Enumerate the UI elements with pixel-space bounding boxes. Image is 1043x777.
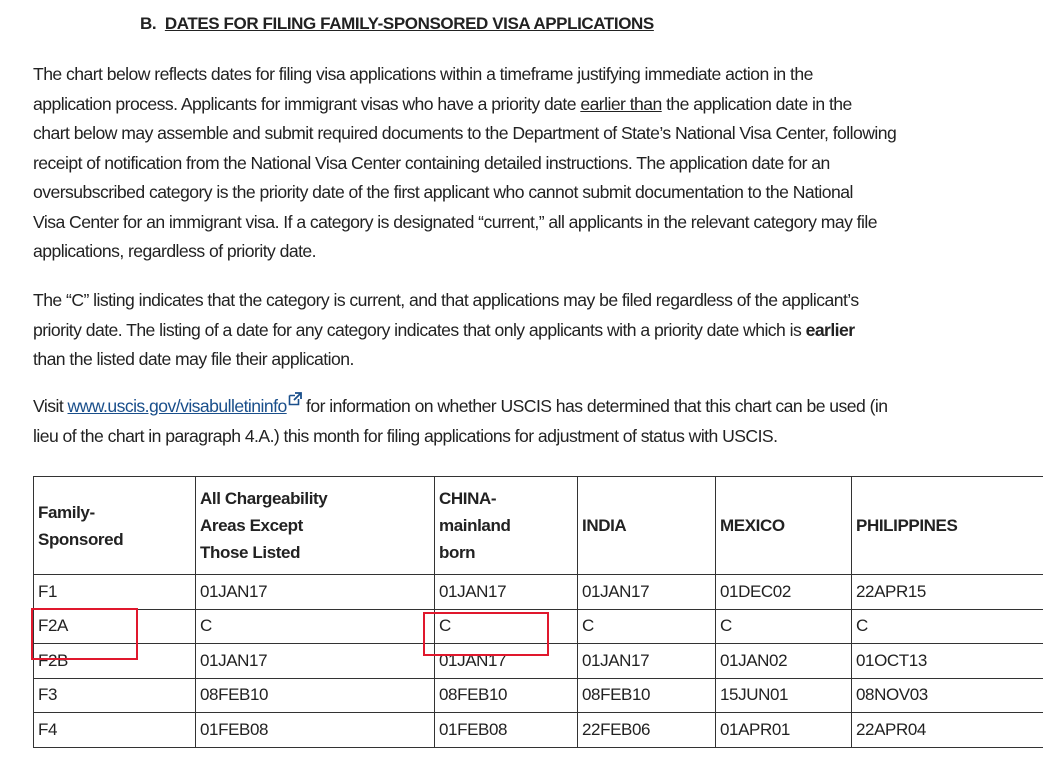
column-header-line: Areas Except [200, 516, 303, 535]
date-cell: 01JAN02 [716, 644, 852, 679]
date-cell: 01OCT13 [852, 644, 1043, 679]
date-cell: 01JAN17 [196, 644, 435, 679]
date-cell: 01JAN17 [578, 575, 716, 610]
date-cell: C [852, 609, 1043, 644]
date-cell: 01FEB08 [435, 713, 578, 748]
paragraph-line: Visa Center for an immigrant visa. If a category is designated “current,” all applicants in the relevant category may file [33, 211, 877, 232]
section-title: DATES FOR FILING FAMILY-SPONSORED VISA APPLICATIONS [164, 14, 654, 33]
external-link-icon[interactable] [288, 392, 302, 406]
column-header [716, 477, 852, 575]
column-header-line: mainland [439, 516, 511, 535]
paragraph-line: chart below may assemble and submit required documents to the Department of State’s National Visa Center, following [33, 123, 897, 143]
uscis-visabulletin-link[interactable]: www.uscis.gov/visabulletininfo [67, 396, 287, 416]
paragraph-line: The “C” listing indicates that the category is current, and that applications may be filed regardless of the applicant’s [33, 290, 859, 310]
uscis-reference [33, 392, 1043, 451]
column-header [578, 477, 716, 575]
text-span: priority date. The listing of a date for any category indicates that only applicants with a priority date which is [33, 319, 806, 340]
section-letter: B. [140, 14, 157, 33]
column-header [435, 477, 578, 575]
table-row [34, 575, 1043, 610]
text-span: Visit [33, 396, 68, 416]
date-cell: 01JAN17 [196, 575, 435, 610]
date-cell: 22FEB06 [578, 713, 716, 748]
date-cell: 08NOV03 [852, 678, 1043, 713]
highlight-f2a-category [31, 608, 138, 660]
earlier-emphasis: earlier [805, 319, 855, 340]
column-header-line: MEXICO [720, 516, 785, 535]
paragraph-line: lieu of the chart in paragraph 4.A.) this month for filing applications for adjustment of status with USCIS. [33, 425, 778, 446]
date-cell: 01APR01 [716, 713, 852, 748]
date-cell: C [716, 609, 852, 644]
date-cell: C [196, 609, 435, 644]
date-cell: 01FEB08 [196, 713, 435, 748]
category-cell: F1 [34, 575, 196, 610]
filing-dates-explanation [33, 60, 1043, 267]
date-cell: 01JAN17 [435, 575, 578, 610]
category-cell: F2A [34, 609, 196, 644]
paragraph-line [33, 90, 1043, 120]
section-heading [140, 14, 654, 34]
text-span: the application date in the [661, 93, 852, 114]
column-header-line: INDIA [582, 516, 627, 535]
paragraph-line [33, 316, 1043, 346]
date-cell: 01JAN17 [578, 644, 716, 679]
date-cell: 08FEB10 [196, 678, 435, 713]
current-listing-explanation [33, 286, 1043, 375]
paragraph-line [33, 392, 1043, 422]
date-cell: 08FEB10 [435, 678, 578, 713]
column-header-line: CHINA- [439, 489, 497, 508]
column-header-line: PHILIPPINES [856, 516, 958, 535]
column-header [34, 477, 196, 575]
date-cell: 15JUN01 [716, 678, 852, 713]
text-span: application process. Applicants for immigrant visas who have a priority date [33, 93, 581, 114]
column-header [196, 477, 435, 575]
column-header-line: born [439, 543, 476, 562]
highlight-china-f2a [423, 612, 549, 656]
table-header-row [34, 477, 1043, 575]
column-header [852, 477, 1043, 575]
date-cell: 22APR15 [852, 575, 1043, 610]
table-row [34, 678, 1043, 713]
date-cell: 22APR04 [852, 713, 1043, 748]
date-cell: C [435, 609, 578, 644]
date-cell: C [578, 609, 716, 644]
date-cell: 01DEC02 [716, 575, 852, 610]
category-cell: F3 [34, 678, 196, 713]
date-cell: 01JAN17 [435, 644, 578, 679]
text-span: for information on whether USCIS has determined that this chart can be used (in [301, 396, 888, 416]
paragraph-line: The chart below reflects dates for filing visa applications within a timeframe justifying immediate action in the [33, 64, 813, 84]
column-header-line: Family- [38, 502, 95, 522]
category-cell: F2B [34, 644, 196, 679]
paragraph-line: receipt of notification from the National Visa Center containing detailed instructions. The application date for an [33, 152, 830, 173]
paragraph-line: applications, regardless of priority date. [33, 241, 316, 261]
date-cell: 08FEB10 [578, 678, 716, 713]
paragraph-line: than the listed date may file their application. [33, 349, 354, 369]
paragraph-line: oversubscribed category is the priority date of the first applicant who cannot submit documentation to the National [33, 182, 853, 202]
column-header-line: Sponsored [38, 529, 124, 549]
earlier-than-emphasis: earlier than [580, 93, 662, 114]
table-row [34, 713, 1043, 748]
column-header-line: Those Listed [200, 543, 301, 562]
category-cell: F4 [34, 713, 196, 748]
column-header-line: All Chargeability [200, 489, 328, 508]
